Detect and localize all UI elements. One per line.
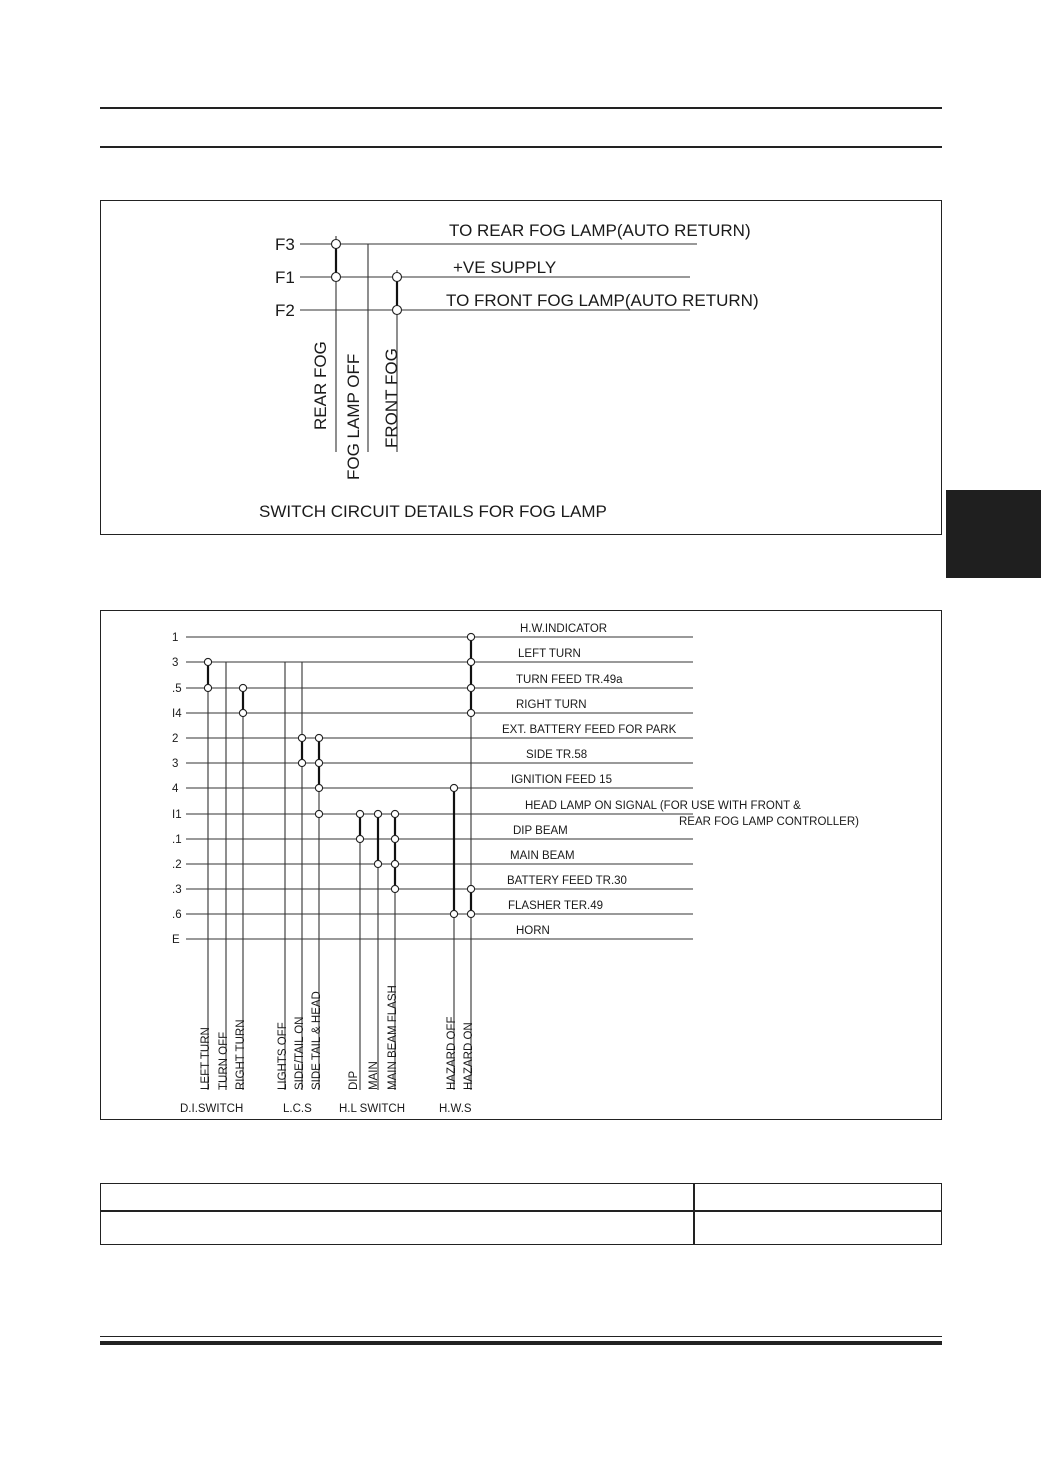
switch-terminal-label: I4 [172, 708, 182, 720]
switch-node [467, 633, 474, 640]
fog-node [393, 273, 402, 282]
switch-terminal-label: .1 [172, 834, 182, 846]
switch-node [239, 684, 246, 691]
fog-line-label-rear: TO REAR FOG LAMP(AUTO RETURN) [449, 221, 751, 240]
switch-terminal-label: 1 [172, 632, 179, 644]
switch-node [467, 684, 474, 691]
switch-line-label: HEAD LAMP ON SIGNAL (FOR USE WITH FRONT & [525, 800, 801, 812]
switch-position-label: MAIN BEAM FLASH [387, 985, 399, 1090]
switch-position-label: SIDE TAIL & HEAD [311, 991, 323, 1090]
switch-node [315, 734, 322, 741]
switch-terminal-label: 3 [172, 657, 179, 669]
footer-rule-thick [100, 1341, 942, 1345]
switch-node [467, 658, 474, 665]
fog-diagram-caption: SWITCH CIRCUIT DETAILS FOR FOG LAMP [259, 502, 607, 521]
table-column-divider [693, 1184, 695, 1244]
switch-line-label: TURN FEED TR.49a [516, 674, 623, 686]
fog-line-label-supply: +VE SUPPLY [453, 258, 557, 277]
switch-line-label: MAIN BEAM [510, 850, 575, 862]
switch-line-label: H.W.INDICATOR [520, 623, 608, 635]
switch-circuit-diagram [172, 623, 859, 1115]
switch-node [356, 810, 363, 817]
info-table [100, 1183, 942, 1245]
switch-node [391, 810, 398, 817]
switch-node [315, 759, 322, 766]
switch-line-label: RIGHT TURN [516, 699, 587, 711]
switch-group-label: D.I.SWITCH [180, 1103, 244, 1115]
switch-terminal-label: I1 [172, 809, 182, 821]
switch-terminal-label: .5 [172, 683, 182, 695]
switch-position-label: RIGHT TURN [235, 1019, 247, 1090]
switch-line-label-continuation: REAR FOG LAMP CONTROLLER) [679, 816, 859, 828]
switch-position-label: HAZARD OFF [446, 1016, 458, 1090]
switch-position-label: SIDE/TAIL ON [294, 1016, 306, 1090]
switch-line-label: SIDE TR.58 [526, 749, 588, 761]
switch-position-label: TURN OFF [218, 1031, 230, 1090]
switch-line-label: EXT. BATTERY FEED FOR PARK [502, 724, 677, 736]
switch-line-label: LEFT TURN [518, 648, 581, 660]
switch-group-label: L.C.S [283, 1103, 312, 1115]
switch-position-label: MAIN [368, 1061, 380, 1090]
switch-group-label: H.W.S [439, 1103, 472, 1115]
fog-lamp-diagram [259, 221, 759, 521]
switch-node [298, 734, 305, 741]
fog-node [332, 240, 341, 249]
switch-position-label: LIGHTS OFF [277, 1022, 289, 1090]
fog-line-label-front: TO FRONT FOG LAMP(AUTO RETURN) [446, 291, 759, 310]
fog-position-front: FRONT FOG [382, 348, 401, 448]
switch-node [315, 810, 322, 817]
switch-terminal-label: .3 [172, 884, 182, 896]
fog-terminal-f3: F3 [275, 235, 295, 254]
fog-terminal-f2: F2 [275, 301, 295, 320]
fog-node [393, 306, 402, 315]
switch-terminal-label: E [172, 934, 180, 946]
switch-position-label: DIP [348, 1070, 360, 1090]
switch-node [467, 910, 474, 917]
fog-position-off: FOG LAMP OFF [344, 353, 363, 480]
switch-terminal-label: .2 [172, 859, 182, 871]
table-row-divider [101, 1210, 941, 1212]
fog-terminal-f1: F1 [275, 268, 295, 287]
switch-line-label: DIP BEAM [513, 825, 568, 837]
switch-terminal-label: 3 [172, 758, 179, 770]
switch-node [239, 709, 246, 716]
switch-node [374, 810, 381, 817]
switch-node [450, 910, 457, 917]
switch-node [391, 885, 398, 892]
switch-position-label: LEFT TURN [200, 1027, 212, 1090]
switch-node [467, 885, 474, 892]
switch-line-label: IGNITION FEED 15 [511, 774, 612, 786]
switch-terminal-label: .6 [172, 909, 182, 921]
switch-terminal-label: 2 [172, 733, 179, 745]
fog-position-rear: REAR FOG [311, 341, 330, 430]
footer-rule-thin [100, 1336, 942, 1337]
switch-position-label: HAZARD ON [463, 1022, 475, 1090]
switch-line-label: HORN [516, 925, 550, 937]
switch-node [450, 784, 457, 791]
switch-terminal-label: 4 [172, 783, 179, 795]
switch-node [467, 709, 474, 716]
switch-node [374, 860, 381, 867]
switch-node [391, 860, 398, 867]
fog-node [332, 273, 341, 282]
switch-node [204, 658, 211, 665]
switch-node [298, 759, 305, 766]
switch-line-label: BATTERY FEED TR.30 [507, 875, 627, 887]
switch-line-label: FLASHER TER.49 [508, 900, 604, 912]
switch-node [356, 835, 363, 842]
switch-node [391, 835, 398, 842]
switch-node [315, 784, 322, 791]
switch-node [204, 684, 211, 691]
switch-group-label: H.L SWITCH [339, 1103, 406, 1115]
